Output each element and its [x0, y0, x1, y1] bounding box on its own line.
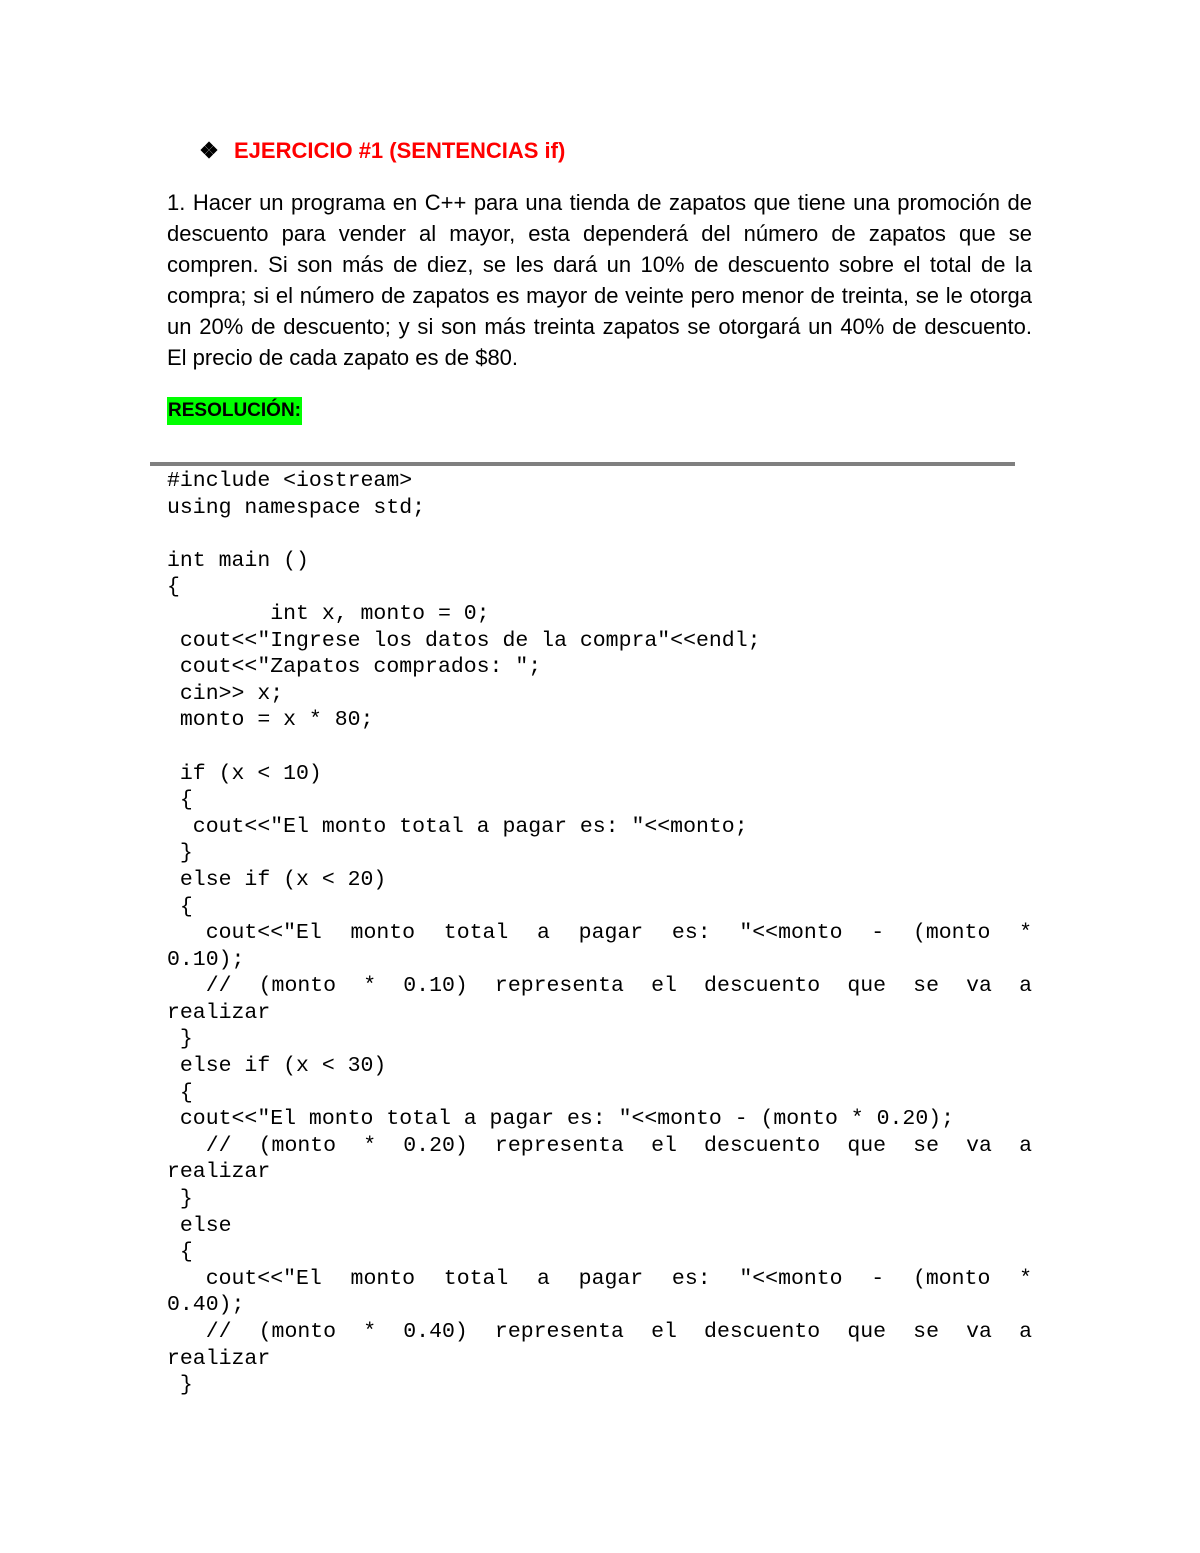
- code-line: {: [167, 894, 193, 919]
- exercise-heading: [198, 138, 565, 164]
- code-line: else if (x < 20): [167, 867, 387, 892]
- code-line: }: [167, 841, 193, 866]
- code-line: {: [167, 788, 193, 813]
- code-line: [167, 521, 1032, 548]
- code-line: cin>> x;: [167, 681, 284, 706]
- code-line: }: [167, 1373, 193, 1398]
- diamond-bullet-icon: ❖: [199, 138, 219, 163]
- code-line: monto = x * 80;: [167, 708, 374, 733]
- code-line: // (monto * 0.20) representa el descuento que se va a: [205, 1133, 1032, 1158]
- code-line: 0.40);: [167, 1293, 245, 1318]
- code-line: cout<<"Ingrese los datos de la compra"<<endl;: [167, 628, 761, 653]
- code-line: // (monto * 0.10) representa el descuento que se va a: [205, 974, 1032, 999]
- code-line: int x, monto = 0;: [167, 601, 490, 626]
- code-line: realizar: [167, 1160, 271, 1185]
- code-line: }: [167, 1187, 193, 1212]
- code-line: else: [167, 1213, 232, 1238]
- code-line: {: [167, 575, 180, 600]
- code-line: {: [167, 1240, 193, 1265]
- code-line: else if (x < 30): [167, 1054, 387, 1079]
- code-line: }: [167, 1027, 193, 1052]
- code-listing: [167, 468, 1032, 1399]
- code-line: realizar: [167, 1000, 271, 1025]
- code-line: cout<<"Zapatos comprados: ";: [167, 655, 542, 680]
- exercise-prompt: 1. Hacer un programa en C++ para una tienda de zapatos que tiene una promoción de descuento para vender al mayor, esta dependerá del número de zapatos que se compren. Si son más de diez, se les dará un 10% de descuento sobre el total de la compra; si el número de zapatos es mayor de veinte pero menor de treinta, se le otorga un 20% de descuento; y si son más treinta zapatos se otorgará un 40% de descuento. El precio de cada zapato es de $80.: [167, 190, 1032, 370]
- code-line: cout<<"El monto total a pagar es: "<<monto - (monto *: [205, 1266, 1032, 1291]
- code-line: int main (): [167, 548, 309, 573]
- code-line: 0.10);: [167, 947, 245, 972]
- code-line: if (x < 10): [167, 761, 322, 786]
- resolution-label: RESOLUCIÓN:: [167, 397, 302, 425]
- exercise-title: EJERCICIO #1 (SENTENCIAS if): [234, 138, 566, 163]
- code-line: using namespace std;: [167, 495, 426, 520]
- code-line: cout<<"El monto total a pagar es: "<<monto;: [167, 814, 748, 839]
- code-line: cout<<"El monto total a pagar es: "<<monto - (monto * 0.20);: [167, 1107, 955, 1132]
- code-line: [167, 734, 1032, 761]
- code-line: // (monto * 0.40) representa el descuento que se va a: [205, 1320, 1032, 1344]
- code-line: realizar: [167, 1346, 271, 1371]
- section-divider: [150, 462, 1015, 466]
- code-line: #include <iostream>: [167, 469, 413, 493]
- code-line: cout<<"El monto total a pagar es: "<<monto - (monto *: [205, 921, 1032, 946]
- code-line: {: [167, 1080, 193, 1105]
